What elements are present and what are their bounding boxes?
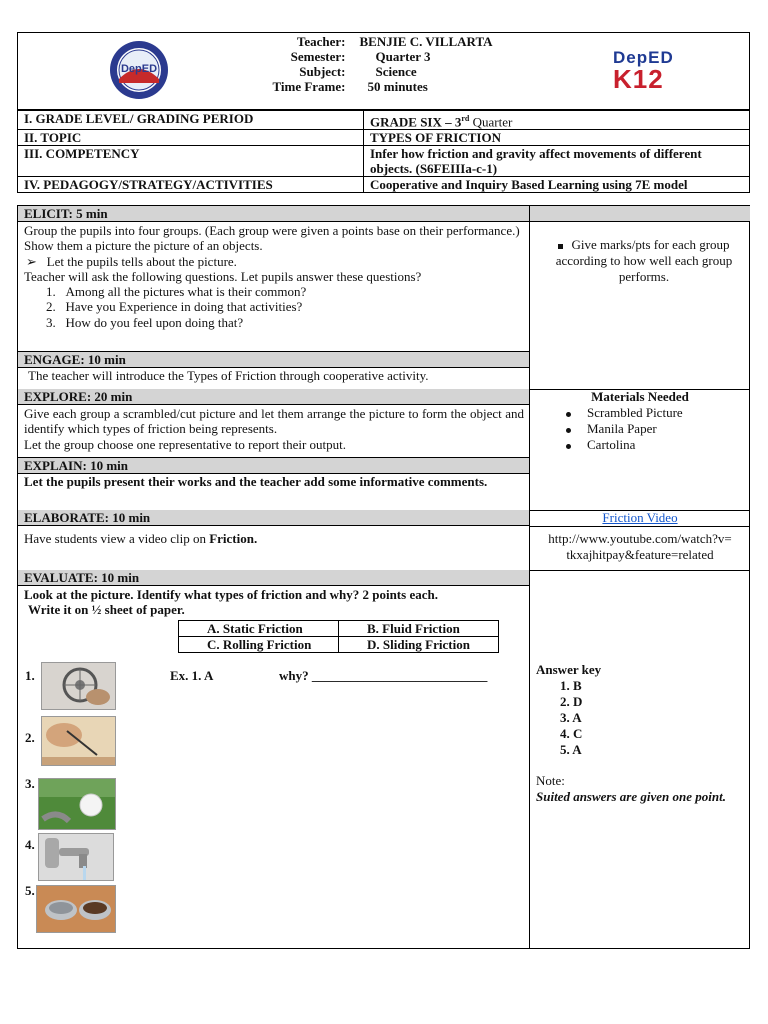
teacher-line: Teacher: BENJIE C. VILLARTA	[296, 34, 493, 49]
deped-k12-logo: DepED K12	[613, 48, 674, 94]
info-row-topic: II. TOPIC TYPES OF FRICTION	[18, 130, 750, 146]
timeframe-line: Time Frame: 50 minutes	[272, 79, 428, 94]
bowls-image	[36, 885, 116, 933]
info-row-competency: III. COMPETENCY Infer how friction and gravity affect movements of different objects. (S6FEIIIa-c-1)	[18, 146, 750, 177]
answer-item: 3. A	[560, 710, 582, 725]
note-label: Note:	[536, 773, 565, 788]
svg-text:DepED: DepED	[120, 63, 158, 75]
info-row-pedagogy: IV. PEDAGOGY/STRATEGY/ACTIVITIES Cooperative and Inquiry Based Learning using 7E model	[18, 177, 750, 193]
materials-list	[530, 405, 750, 453]
item-number: 3.	[25, 776, 35, 791]
video-url: http://www.youtube.com/watch?v= tkxajhitpay&feature=related	[548, 531, 732, 562]
answer-key: Answer key 1. B 2. D 3. A 4. C 5. A Note: Suited answers are given one point.	[530, 662, 750, 805]
answer-item: 2. D	[560, 694, 583, 709]
item-number: 1.	[25, 668, 35, 683]
engage-text: The teacher will introduce the Types of Friction through cooperative activity.	[28, 368, 429, 383]
explain-heading: EXPLAIN: 10 min	[18, 457, 529, 474]
material-item: Cartolina	[566, 437, 750, 453]
lesson-info-table	[17, 110, 750, 193]
example-answer: Ex. 1. A	[170, 668, 214, 683]
evaluate-instructions: Look at the picture. Identify what types of friction and why? 2 points each. Write it on ½ sheet of paper.	[24, 587, 438, 618]
info-row-grade: I. GRADE LEVEL/ GRADING PERIOD GRADE SIX – 3rd Quarter	[18, 111, 750, 130]
elaborate-text: Have students view a video clip on Friction.	[24, 531, 258, 546]
engage-heading: ENGAGE: 10 min	[18, 351, 529, 368]
material-item: Scrambled Picture	[566, 405, 750, 421]
header-box	[17, 32, 750, 110]
bicycle-wheel-image	[41, 662, 116, 710]
item-number: 5.	[25, 883, 35, 898]
golf-ball-image	[38, 778, 116, 830]
subject-line: Subject: Science	[299, 64, 417, 79]
square-bullet-icon	[558, 244, 563, 249]
materials-needed: Materials Needed Scrambled Picture Manila Paper Cartolina	[530, 389, 750, 453]
elicit-content: Group the pupils into four groups. (Each group were given a points base on their performance.) Show them a picture the picture of an objects. ➢ Let the pupils tells about the picture. Teacher will ask the following questions. Let pupils answer these questions? 1. Among all the pictures what is their common? 2. Have you Experience in doing that activities? 3. How do you feel upon doing that?	[24, 223, 520, 330]
semester-line: Semester: Quarter 3	[290, 49, 431, 64]
elicit-heading: ELICIT: 5 min	[18, 206, 529, 222]
note-text: Suited answers are given one point.	[536, 789, 726, 804]
material-item: Manila Paper	[566, 421, 750, 437]
explore-heading: EXPLORE: 20 min	[18, 389, 529, 405]
explore-content: Give each group a scrambled/cut picture and let them arrange the picture to form the object and identify which types of friction being represents. Let the group choose one representative to report their output.	[24, 406, 524, 452]
elicit-right-note: Give marks/pts for each group according to how well each group performs.	[555, 237, 733, 284]
evaluate-heading: EVALUATE: 10 min	[18, 570, 529, 586]
answer-item: 4. C	[560, 726, 583, 741]
lesson-procedure-table	[17, 205, 750, 949]
friction-choices-table: A. Static Friction B. Fluid Friction C. Rolling Friction D. Sliding Friction	[178, 620, 499, 653]
answer-item: 1. B	[560, 678, 582, 693]
item-number: 2.	[25, 730, 35, 745]
explain-text: Let the pupils present their works and the teacher add some informative comments.	[24, 474, 488, 489]
arrow-bullet-icon: ➢	[26, 253, 37, 269]
answer-item: 5. A	[560, 742, 582, 757]
friction-video-link[interactable]: Friction Video	[602, 510, 678, 525]
elaborate-heading: ELABORATE: 10 min	[18, 510, 529, 526]
faucet-image	[38, 833, 114, 881]
item-number: 4.	[25, 837, 35, 852]
why-blank: why? ___________________________	[279, 668, 488, 683]
hand-writing-image	[41, 716, 116, 766]
